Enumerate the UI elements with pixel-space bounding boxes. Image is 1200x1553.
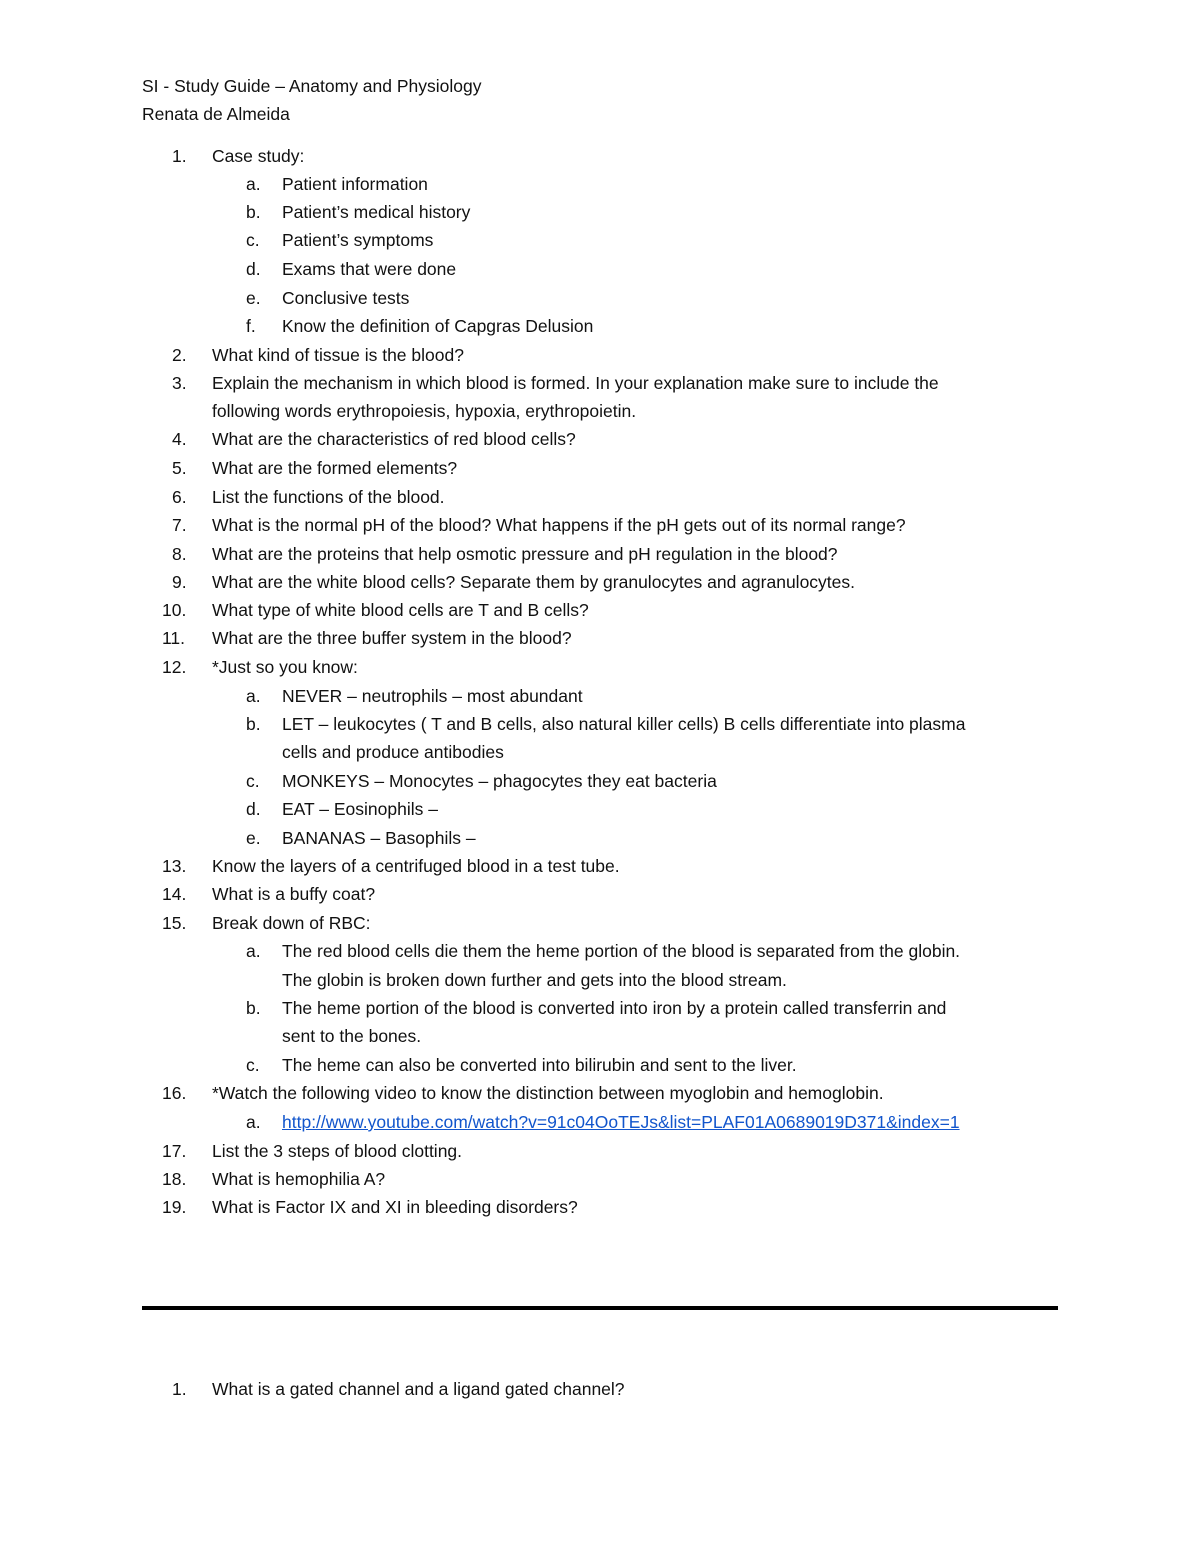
- item-text: Case study:: [212, 146, 305, 166]
- item-number: 13.: [162, 856, 187, 876]
- item-text: What are the three buffer system in the blood?: [212, 628, 572, 648]
- sub-item-text: cells and produce antibodies: [282, 742, 504, 762]
- item-text: What are the proteins that help osmotic pressure and pH regulation in the blood?: [212, 544, 838, 564]
- sub-item-letter: c.: [246, 771, 260, 791]
- sub-item-letter: b.: [246, 202, 261, 222]
- item-text: *Watch the following video to know the distinction between myoglobin and hemoglobin.: [212, 1083, 884, 1103]
- sub-item-text: The heme portion of the blood is converted into iron by a protein called transferrin and: [282, 998, 947, 1018]
- item-number: 16.: [162, 1083, 187, 1103]
- item-text: Explain the mechanism in which blood is formed. In your explanation make sure to include the: [212, 373, 939, 393]
- sub-item-text: Patient’s symptoms: [282, 230, 434, 250]
- sub-item-text: The globin is broken down further and gets into the blood stream.: [282, 970, 787, 990]
- sub-item-text: MONKEYS – Monocytes – phagocytes they eat bacteria: [282, 771, 717, 791]
- item-number: 4.: [172, 429, 187, 449]
- item-number: 1.: [172, 1379, 187, 1399]
- item-number: 7.: [172, 515, 187, 535]
- item-number: 8.: [172, 544, 187, 564]
- sub-item-letter: a.: [246, 941, 261, 961]
- sub-item-text: LET – leukocytes ( T and B cells, also natural killer cells) B cells differentiate into plasma: [282, 714, 966, 734]
- item-number: 11.: [162, 628, 186, 648]
- sub-item-text: Patient information: [282, 174, 428, 194]
- youtube-link[interactable]: http://www.youtube.com/watch?v=91c04OoTEJs&list=PLAF01A0689019D371&index=1: [282, 1112, 960, 1132]
- item-text: Know the layers of a centrifuged blood in a test tube.: [212, 856, 620, 876]
- item-text: What are the formed elements?: [212, 458, 458, 478]
- item-text: What is a buffy coat?: [212, 884, 376, 904]
- sub-item-letter: d.: [246, 259, 261, 279]
- sub-item-text: Exams that were done: [282, 259, 457, 279]
- document-author: Renata de Almeida: [142, 104, 290, 124]
- item-text: What is a gated channel and a ligand gated channel?: [212, 1379, 625, 1399]
- item-number: 3.: [172, 373, 187, 393]
- document-title: SI - Study Guide – Anatomy and Physiology: [142, 76, 482, 96]
- item-number: 9.: [172, 572, 187, 592]
- item-text: List the 3 steps of blood clotting.: [212, 1141, 463, 1161]
- sub-item-letter: e.: [246, 288, 261, 308]
- item-text: Break down of RBC:: [212, 913, 371, 933]
- sub-item-text: NEVER – neutrophils – most abundant: [282, 686, 583, 706]
- sub-item-letter: b.: [246, 714, 261, 734]
- section-divider: [142, 1306, 1058, 1310]
- item-number: 2.: [172, 345, 187, 365]
- sub-item-text: Know the definition of Capgras Delusion: [282, 316, 594, 336]
- item-text: What is hemophilia A?: [212, 1169, 386, 1189]
- sub-item-letter: f.: [246, 316, 256, 336]
- sub-item-letter: a.: [246, 686, 261, 706]
- sub-item-text: EAT – Eosinophils –: [282, 799, 438, 819]
- sub-item-letter: e.: [246, 828, 261, 848]
- sub-item-text: The heme can also be converted into bilirubin and sent to the liver.: [282, 1055, 797, 1075]
- sub-item-text: sent to the bones.: [282, 1026, 422, 1046]
- item-number: 17.: [162, 1141, 187, 1161]
- item-text: List the functions of the blood.: [212, 487, 445, 507]
- item-number: 6.: [172, 487, 187, 507]
- item-number: 5.: [172, 458, 187, 478]
- item-text: What is the normal pH of the blood? What happens if the pH gets out of its normal range?: [212, 515, 906, 535]
- item-number: 19.: [162, 1197, 187, 1217]
- item-text: What are the characteristics of red blood cells?: [212, 429, 576, 449]
- sub-item-text: Conclusive tests: [282, 288, 410, 308]
- item-number: 12.: [162, 657, 187, 677]
- sub-item-text: The red blood cells die them the heme portion of the blood is separated from the globin.: [282, 941, 961, 961]
- sub-item-letter: c.: [246, 230, 260, 250]
- item-text: What is Factor IX and XI in bleeding disorders?: [212, 1197, 578, 1217]
- item-text: *Just so you know:: [212, 657, 358, 677]
- sub-item-letter: a.: [246, 1112, 261, 1132]
- sub-item-letter: d.: [246, 799, 261, 819]
- item-text: What kind of tissue is the blood?: [212, 345, 464, 365]
- item-text: What are the white blood cells? Separate them by granulocytes and agranulocytes.: [212, 572, 856, 592]
- sub-item-letter: b.: [246, 998, 261, 1018]
- sub-item-text: Patient’s medical history: [282, 202, 471, 222]
- sub-item-letter: c.: [246, 1055, 260, 1075]
- item-text: What type of white blood cells are T and B cells?: [212, 600, 589, 620]
- item-number: 15.: [162, 913, 187, 933]
- sub-item-letter: a.: [246, 174, 261, 194]
- item-number: 14.: [162, 884, 187, 904]
- item-text: following words erythropoiesis, hypoxia, erythropoietin.: [212, 401, 637, 421]
- sub-item-text: BANANAS – Basophils –: [282, 828, 476, 848]
- item-number: 10.: [162, 600, 187, 620]
- item-number: 1.: [172, 146, 187, 166]
- item-number: 18.: [162, 1169, 187, 1189]
